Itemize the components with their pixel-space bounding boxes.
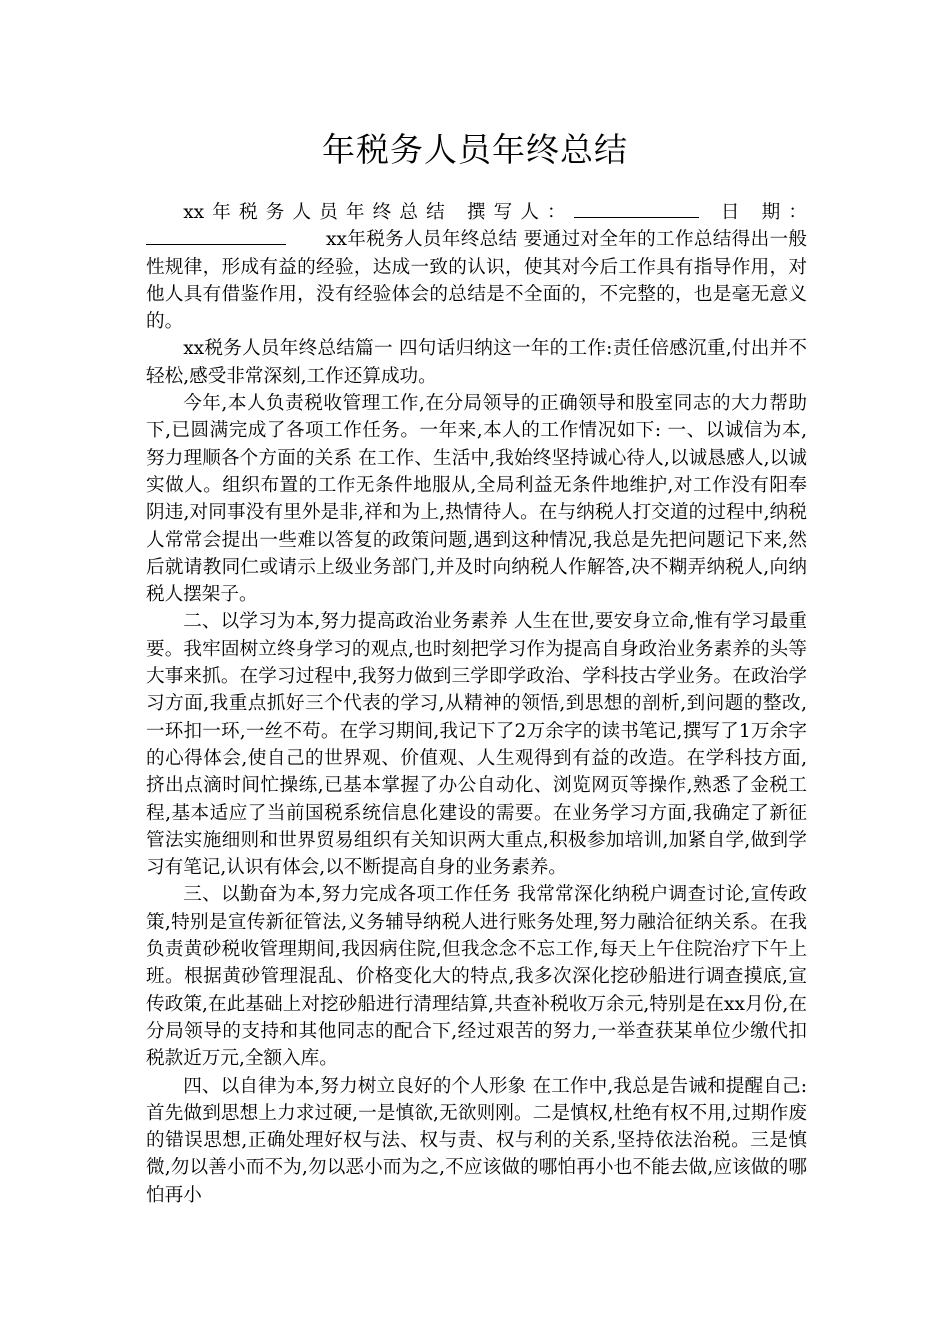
paragraph-4: 三、以勤奋为本,努力完成各项工作任务 我常常深化纳税户调查讨论,宣传政策,特别是宣传新征管法,义务辅导纳税人进行账务处理,努力融洽征纳关系。在我负责黄砂税收管理期间,我因病住院,但我念念不忘工作,每天上午住院治疗下午上班。根据黄砂管理混乱、价格变化大的特点,我多次深化挖砂船进行调查摸底,宣传政策,在此基础上对挖砂船进行清理结算,共查补税收万余元,特别是在xx月份,在分局领导的支持和其他同志的配合下,经过艰苦的努力,一举查获某单位少缴代扣税款近万元,全额入库。 (146, 884, 807, 1070)
intro-text: xx年税务人员年终总结 要通过对全年的工作总结得出一般性规律，形成有益的经验，达成一致的认识，使其对今后工作具有指导作用，对他人具有借鉴作用，没有经验体会的总结是不全面的，不完整的，也是毫无意义的。 (146, 229, 807, 333)
writer-blank (574, 199, 699, 218)
paragraph-1: xx税务人员年终总结篇一 四句话归纳这一年的工作:责任倍感沉重,付出并不轻松,感受非常深刻,工作还算成功。 (146, 338, 807, 387)
paragraph-5: 四、以自律为本,努力树立良好的个人形象 在工作中,我总是告诫和提醒自己:首先做到思想上力求过硬,一是慎欲,无欲则刚。二是慎权,杜绝有权不用,过期作废的错误思想,正确处理好权与法、权与责、权与利的关系,坚持依法治税。三是慎微,勿以善小而不为,勿以恶小而为之,不应该做的哪怕再小也不能去做,应该做的哪怕再小 (146, 1075, 807, 1206)
paragraph-2: 今年,本人负责税收管理工作,在分局领导的正确领导和股室同志的大力帮助下,已圆满完成了各项工作任务。一年来,本人的工作情况如下: 一、以诚信为本,努力理顺各个方面的关系 在工作、生活中,我始终坚持诚心待人,以诚恳感人,以诚实做人。组织布置的工作无条件地服从,全局利益无条件地维护,对工作没有阳奉阴违,对同事没有里外是非,祥和为上,热情待人。在与纳税人打交道的过程中,纳税人常常会提出一些难以答复的政策问题,遇到这种情况,我总是先把问题记下来,然后就请教同仁或请示上级业务部门,并及时向纳税人作解答,决不糊弄纳税人,向纳税人摆架子。 (146, 393, 807, 606)
writer-label: xx年税务人员年终总结 撰写人： (183, 202, 574, 223)
date-label: 日 期： (712, 202, 807, 223)
header-paragraph (146, 199, 807, 335)
paragraph-3: 二、以学习为本,努力提高政治业务素养 人生在世,要安身立命,惟有学习最重要。我牢固树立终身学习的观点,也时刻把学习作为提高自身政治业务素养的头等大事来抓。在学习过程中,我努力做到三学即学政治、学科技古学业务。在政治学习方面,我重点抓好三个代表的学习,从精神的领悟,到思想的剖析,到问题的整改,一环扣一环,一丝不苟。在学习期间,我记下了2万余字的读书笔记,撰写了1万余字的心得体会,使自己的世界观、价值观、人生观得到有益的改造。在学科技方面,挤出点滴时间忙操练,已基本掌握了办公自动化、浏览网页等操作,熟悉了金税工程,基本适应了当前国税系统信息化建设的需要。在业务学习方面,我确定了新征管法实施细则和世界贸易组织有关知识两大重点,积极参加培训,加紧自学,做到学习有笔记,认识有体会,以不断提高自身的业务素养。 (146, 611, 807, 879)
date-blank (146, 226, 286, 245)
document-title: 年税务人员年终总结 (322, 130, 628, 169)
document-body (146, 199, 807, 1209)
